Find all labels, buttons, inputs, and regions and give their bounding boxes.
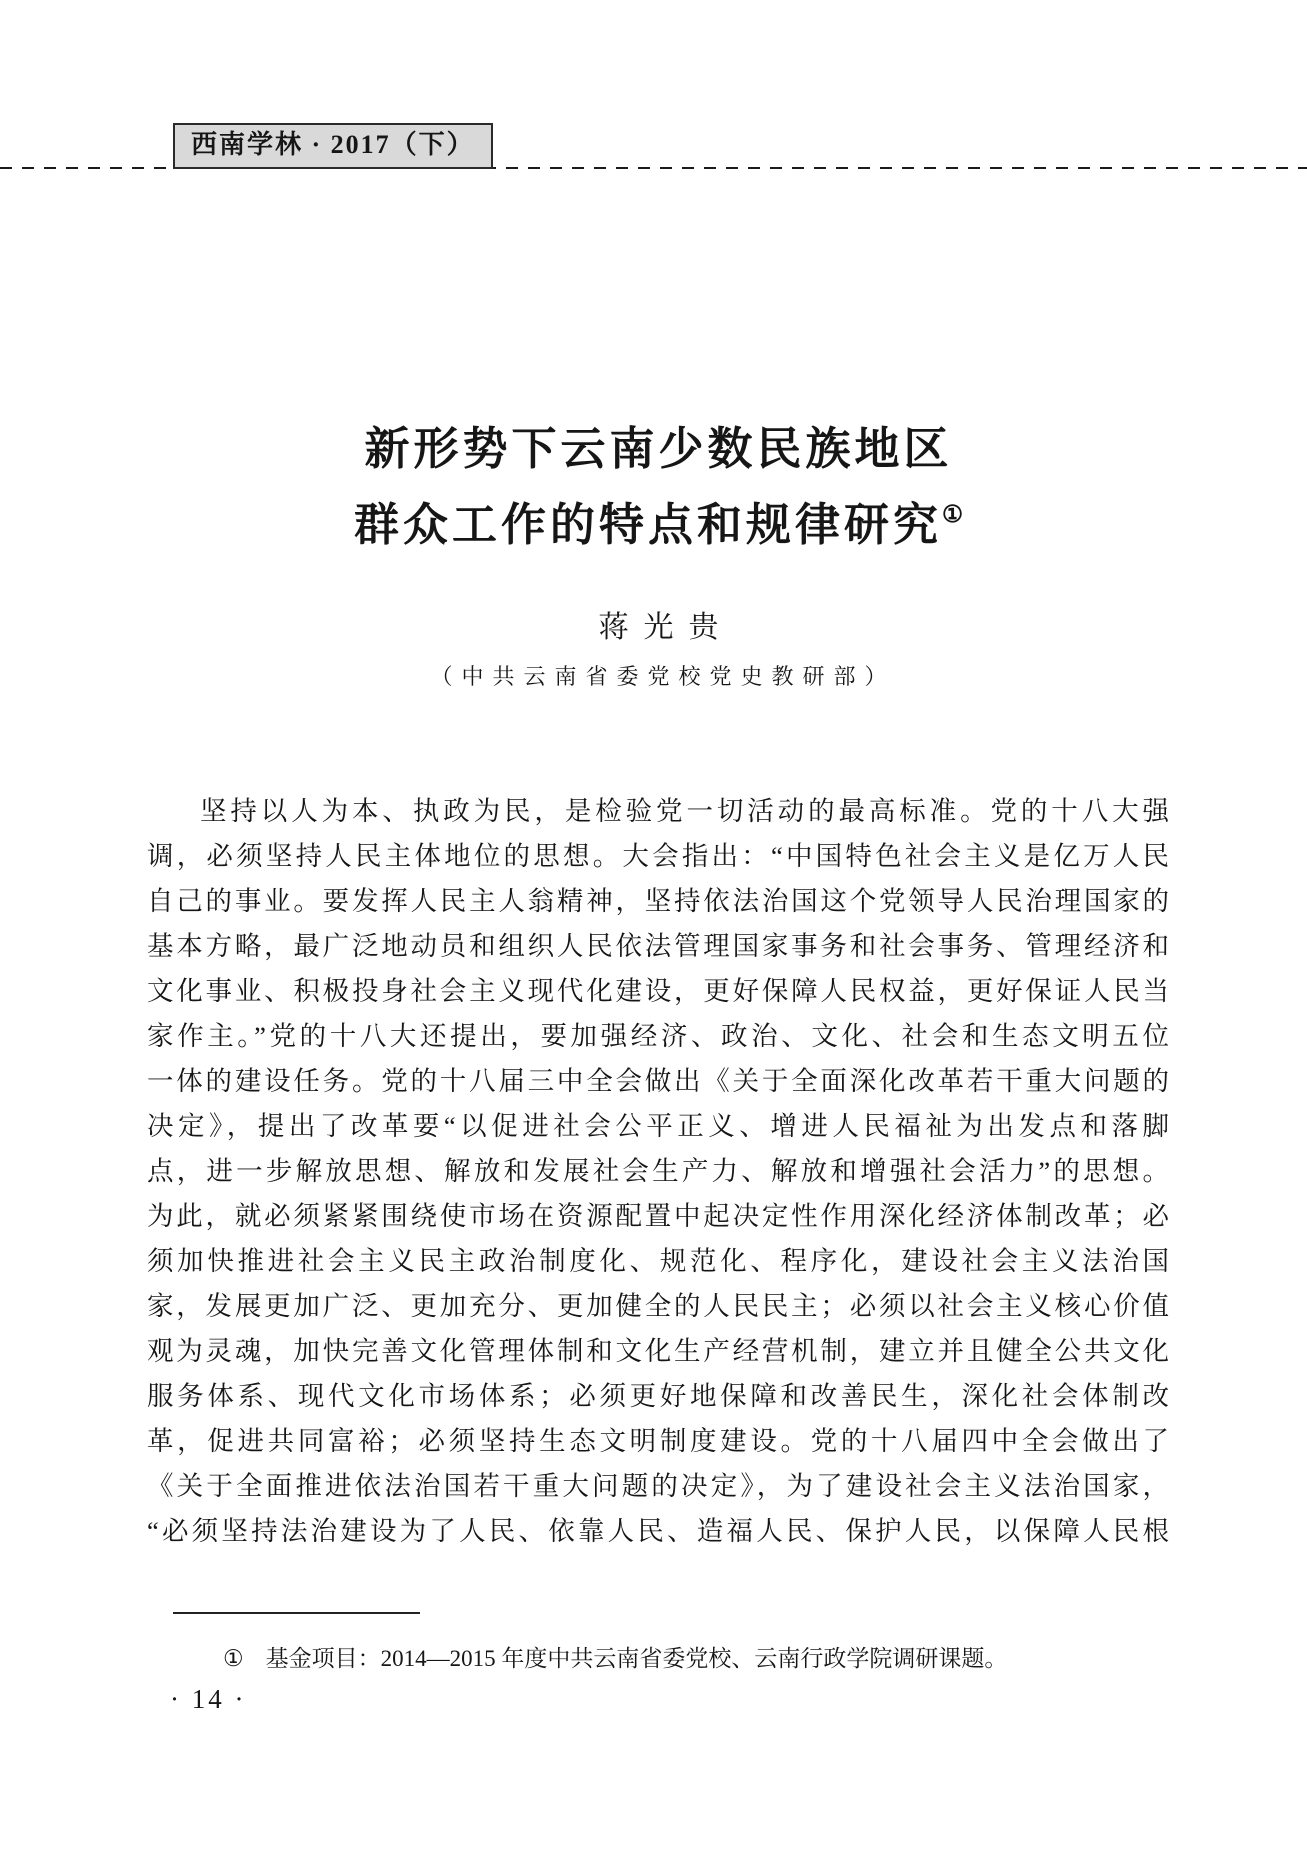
journal-header-badge [173,123,493,169]
body-line: 文化事业、积极投身社会主义现代化建设，更好保障人民权益，更好保证人民当 [147,976,1170,1006]
body-line: 坚持以人为本、执政为民，是检验党一切活动的最高标准。党的十八大强 [200,796,1170,826]
body-line: 基本方略，最广泛地动员和组织人民依法管理国家事务和社会事务、管理经济和 [147,931,1170,961]
body-line: 革，促进共同富裕；必须坚持生态文明制度建设。党的十八届四中全会做出了 [147,1426,1170,1456]
footnote-marker: ① [223,1646,244,1671]
author-affiliation: （中共云南省委党校党史教研部） [430,664,896,689]
page-number: · 14 · [170,1684,247,1714]
body-line: 《关于全面推进依法治国若干重大问题的决定》，为了建设社会主义法治国家， [147,1471,1170,1501]
body-line: 为此，就必须紧紧围绕使市场在资源配置中起决定性作用深化经济体制改革；必 [147,1201,1170,1231]
body-line: 须加快推进社会主义民主政治制度化、规范化、程序化，建设社会主义法治国 [147,1246,1170,1276]
body-line: 观为灵魂，加快完善文化管理体制和文化生产经营机制，建立并且健全公共文化 [147,1336,1170,1366]
body-paragraph [147,789,1170,1554]
article-title [147,416,1170,558]
body-line: 调，必须坚持人民主体地位的思想。大会指出：“中国特色社会主义是亿万人民 [147,841,1170,871]
body-line: 一体的建设任务。党的十八届三中全会做出《关于全面深化改革若干重大问题的 [147,1066,1170,1096]
article-title-line2: 群众工作的特点和规律研究 [354,500,943,550]
body-line: 自己的事业。要发挥人民主人翁精神，坚持依法治国这个党领导人民治理国家的 [147,886,1170,916]
body-line: 家，发展更加广泛、更加充分、更加健全的人民民主；必须以社会主义核心价值 [147,1291,1170,1321]
article-title-line2-wrap [147,482,1170,558]
journal-header-label: 西南学林 · 2017（下） [191,130,475,159]
body-line: 家作主。”党的十八大还提出，要加强经济、政治、文化、社会和生态文明五位 [147,1021,1170,1051]
footnote [147,1642,1170,1676]
footnote-divider [173,1612,420,1614]
body-line: 服务体系、现代文化市场体系；必须更好地保障和改善民生，深化社会体制改 [147,1381,1170,1411]
body-line: “必须坚持法治建设为了人民、依靠人民、造福人民、保护人民，以保障人民根 [147,1516,1170,1546]
author-name: 蒋光贵 [598,611,734,644]
title-footnote-marker: ① [942,502,963,528]
body-line: 点，进一步解放思想、解放和发展社会生产力、解放和增强社会活力”的思想。 [147,1156,1170,1186]
footnote-text: 基金项目：2014—2015 年度中共云南省委党校、云南行政学院调研课题。 [265,1646,1008,1671]
article-title-line1: 新形势下云南少数民族地区 [364,424,953,474]
body-line: 决定》，提出了改革要“以促进社会公平正义、增进人民福祉为出发点和落脚 [147,1111,1170,1141]
